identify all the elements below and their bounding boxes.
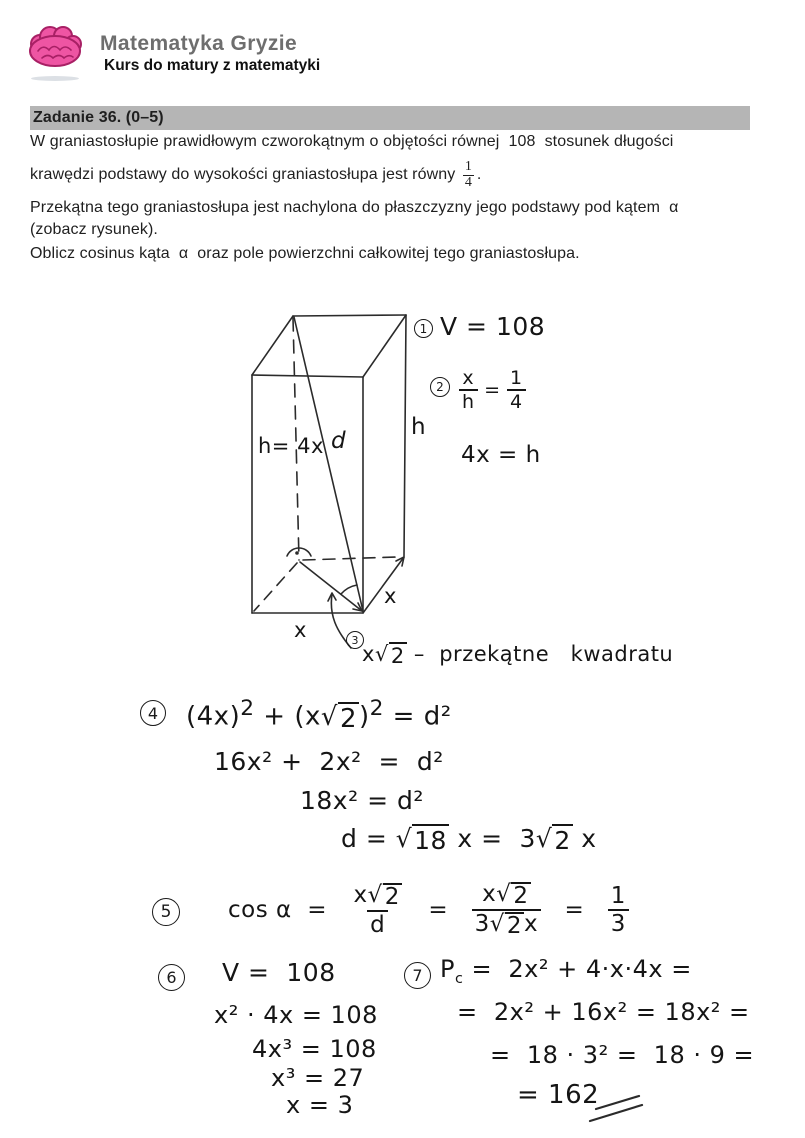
fraction (459, 368, 478, 412)
edge-top-back (293, 315, 406, 316)
sqrt-expression (396, 824, 449, 855)
ratio-denominator: 4 (464, 174, 472, 190)
task-line-3: Przekątna tego graniastosłupa jest nachylona do płaszczyzny jego podstawy pod kątem α (30, 199, 679, 216)
sqrt-expression (375, 642, 407, 668)
fraction-numerator (507, 368, 526, 389)
math-text: (4x) (186, 701, 241, 732)
math-text: x (482, 881, 497, 907)
space-diagonal-d (294, 317, 363, 611)
sqrt-radicand: 2 (554, 826, 571, 855)
math-text: 3 (610, 910, 626, 937)
math-text: = 2x² + 16x² = 18x² = (457, 998, 750, 1026)
fraction-denominator (367, 910, 388, 938)
sqrt-sign: √ (374, 642, 389, 666)
step1-equation: V = 108 (440, 312, 546, 341)
edge-bottom-left-hidden (254, 563, 297, 611)
fraction-denominator (608, 909, 629, 937)
fraction-denominator (472, 909, 542, 939)
sqrt-radicand: 2 (513, 883, 529, 909)
label-height-right: h (411, 414, 427, 440)
step-badge-1: 1 (414, 319, 433, 338)
task-line-1: W graniastosłupie prawidłowym czworokątnym o objętości równej 108 stosunek długości (30, 133, 674, 150)
math-text: 3 (474, 910, 490, 937)
math-text: x³ = 27 (271, 1064, 365, 1092)
label-base-front-x: x (294, 618, 307, 642)
math-text: x (362, 642, 375, 666)
label-diagonal-d: d (331, 428, 347, 454)
math-text: x (462, 367, 475, 389)
math-text: – przekątne kwadratu (406, 642, 674, 666)
fraction-numerator (351, 883, 405, 910)
label-base-right-x: x (384, 584, 397, 608)
sqrt-radicand: 18 (414, 826, 447, 855)
fraction (507, 368, 526, 412)
sqrt-expression (321, 702, 359, 734)
fraction-denominator (459, 389, 478, 413)
fraction-numerator (608, 884, 629, 909)
sqrt-expression (490, 912, 524, 939)
step4-line2 (214, 747, 444, 776)
step7-line2 (457, 998, 750, 1026)
math-text: x (572, 824, 597, 853)
sqrt-sign: √ (367, 882, 383, 908)
step4-line4 (341, 824, 597, 855)
ratio-numerator: 1 (464, 158, 472, 174)
step-badge-5: 5 (152, 898, 180, 926)
step3-note (362, 642, 673, 668)
math-text: ) (358, 701, 370, 732)
step6-line4 (271, 1064, 364, 1092)
math-text: 4 (510, 390, 523, 413)
task-line-2-period: . (476, 166, 482, 183)
alpha-angle-arc (341, 585, 357, 594)
math-text: cos α = (228, 897, 351, 924)
math-text: x (524, 910, 539, 937)
task-line-2-text: krawędzi podstawy do wysokości graniastosłupa jest równy (30, 166, 460, 183)
step-badge-6: 6 (158, 964, 185, 991)
step6-line3 (252, 1035, 377, 1063)
math-text: + (x (254, 701, 321, 732)
base-diagonal (300, 562, 362, 611)
math-text: = (477, 379, 508, 402)
fraction (351, 883, 405, 938)
ratio-fraction (463, 160, 474, 190)
sqrt-sign: √ (535, 824, 553, 853)
step7-line1 (440, 955, 692, 987)
sqrt-expression (368, 883, 402, 910)
edge-vertical-back-right (404, 315, 406, 556)
task-title: Zadanie 36. (0–5) (33, 109, 164, 126)
math-text: = (404, 897, 472, 924)
sqrt-sign: √ (496, 881, 512, 907)
task-line-4: (zobacz rysunek). (30, 221, 158, 238)
math-text: x² · 4x = 108 (214, 1001, 378, 1029)
sqrt-sign: √ (320, 701, 338, 732)
math-superscript: 2 (369, 696, 384, 721)
math-text: d (370, 911, 386, 938)
step7-line3 (490, 1041, 754, 1069)
math-text: x = 3 (286, 1091, 354, 1119)
math-superscript: 2 (240, 696, 255, 721)
sqrt-radicand: 2 (390, 644, 405, 668)
math-text: = d² (383, 701, 452, 732)
math-text: h (462, 390, 475, 413)
task-line-5: Oblicz cosinus kąta α oraz pole powierzchni całkowitej tego graniastosłupa. (30, 245, 580, 262)
math-text: 1 (510, 367, 523, 389)
step6-line2 (214, 1001, 378, 1029)
edge-bottom-back-hidden (303, 557, 398, 560)
math-text: = 2x² + 4·x·4x = (463, 955, 692, 983)
step-badge-7: 7 (404, 962, 431, 989)
step-badge-2: 2 (430, 377, 450, 397)
brand-title: Matematyka Gryzie (100, 32, 298, 55)
math-text: = 18 · 3² = 18 · 9 = (490, 1041, 755, 1069)
right-angle-dot (295, 551, 299, 555)
arrowhead-base-diagonal (353, 603, 362, 611)
step6-line5 (286, 1091, 353, 1119)
math-subscript: c (454, 970, 464, 987)
math-text: P (440, 955, 455, 983)
step5-equation (228, 882, 629, 939)
fraction (472, 882, 542, 939)
math-text: = 162 (517, 1080, 600, 1110)
step2-equation (459, 368, 526, 412)
step-badge-4: 4 (140, 700, 166, 726)
math-text: 18x² = d² (300, 786, 424, 815)
task-title-bar (30, 106, 750, 130)
sqrt-radicand: 2 (384, 884, 400, 910)
right-angle-arc (287, 548, 311, 556)
brain-logo-icon (26, 24, 84, 74)
brand-tagline: Kurs do matury z matematyki (104, 57, 321, 74)
task-line-2 (30, 156, 481, 194)
math-text: 1 (610, 883, 626, 909)
math-text: d = (341, 824, 396, 853)
sqrt-expression (496, 882, 530, 909)
step4-line1 (186, 696, 452, 734)
math-text: = (541, 897, 608, 924)
edge-top-left (252, 316, 293, 375)
label-height-inner: h= 4x (258, 434, 324, 458)
sqrt-sign: √ (489, 910, 505, 937)
step-badge-3: 3 (346, 631, 364, 649)
sqrt-radicand: 2 (506, 912, 522, 939)
arrowhead-bottom-right (396, 557, 404, 566)
fraction-numerator (479, 882, 533, 909)
fraction-denominator (507, 389, 526, 413)
result-underline-1 (596, 1096, 639, 1109)
fraction-numerator (459, 368, 477, 389)
fraction (608, 884, 629, 937)
math-text: x = 3 (448, 824, 536, 853)
math-text: V = 108 (222, 958, 336, 987)
step6-line1 (222, 958, 336, 987)
edge-top-front (252, 375, 363, 377)
arrowhead-step3 (328, 593, 336, 601)
sqrt-sign: √ (395, 824, 413, 853)
step7-result (517, 1080, 599, 1110)
logo-shadow (31, 76, 79, 81)
sqrt-expression (536, 824, 573, 855)
math-text: x (353, 882, 368, 908)
math-text: 16x² + 2x² = d² (214, 747, 444, 776)
sqrt-radicand: 2 (339, 703, 357, 734)
math-text: 4x³ = 108 (252, 1035, 377, 1063)
step4-line3 (300, 786, 424, 815)
step2-line2: 4x = h (461, 442, 541, 468)
edge-top-right (363, 315, 406, 377)
